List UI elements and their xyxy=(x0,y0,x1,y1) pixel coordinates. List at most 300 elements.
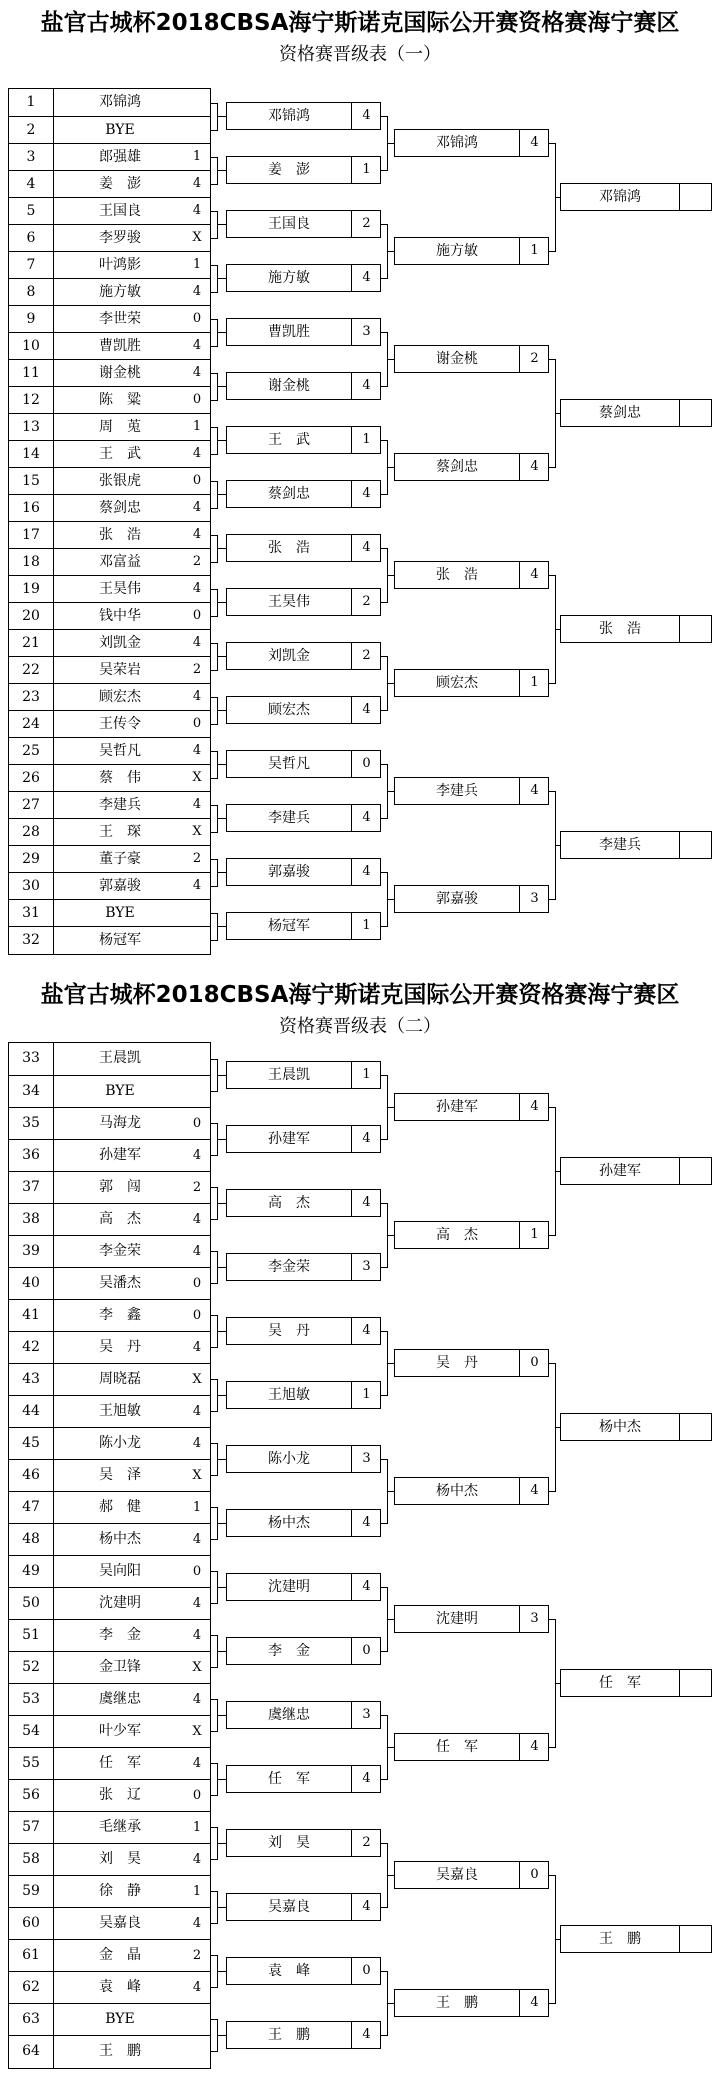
bracket-line xyxy=(387,791,394,792)
table-row xyxy=(9,332,210,359)
player-score: 4 xyxy=(192,527,202,542)
player-name: 张 辽 xyxy=(99,1787,141,1803)
round2-match xyxy=(226,372,381,400)
seed-number: 49 xyxy=(22,1563,40,1579)
match-player-name: 王昊伟 xyxy=(268,594,310,610)
bracket-line xyxy=(217,1203,226,1204)
bracket-line xyxy=(217,170,226,171)
table-row xyxy=(9,899,210,926)
round3-match xyxy=(394,1605,549,1633)
match-player-name: 任 军 xyxy=(268,1771,310,1787)
table-row xyxy=(9,548,210,575)
player-name: 孙建军 xyxy=(99,1147,141,1163)
round2-match xyxy=(226,1701,381,1729)
bracket-line xyxy=(387,1875,394,1876)
round1-table xyxy=(8,1042,211,2069)
player-name: 周晓磊 xyxy=(99,1371,141,1387)
player-score: 4 xyxy=(192,1436,202,1451)
round2-match xyxy=(226,1125,381,1153)
seed-number: 33 xyxy=(22,1050,40,1066)
match-player-name: 袁 峰 xyxy=(268,1963,310,1979)
round2-match xyxy=(226,534,381,562)
table-row xyxy=(9,197,210,224)
player-name: 吴荣岩 xyxy=(99,662,141,678)
bracket-line xyxy=(217,1139,226,1140)
bracket-line xyxy=(217,1075,226,1076)
player-name: 张银虎 xyxy=(99,473,141,489)
match-score: 4 xyxy=(519,1094,549,1120)
player-score: 2 xyxy=(192,1948,202,1963)
player-score: X xyxy=(192,770,202,785)
player-name: 邓富益 xyxy=(99,554,141,570)
seed-number: 53 xyxy=(22,1691,40,1707)
round2-match xyxy=(226,1957,381,1985)
table-row xyxy=(9,413,210,440)
round2-match xyxy=(226,1765,381,1793)
bracket-line xyxy=(387,359,394,360)
seed-number: 10 xyxy=(22,338,40,354)
round3-match xyxy=(394,237,549,265)
round2-match xyxy=(226,858,381,886)
player-score: 4 xyxy=(192,1916,202,1931)
match-player-name: 王晨凯 xyxy=(268,1067,310,1083)
player-score: 4 xyxy=(192,446,202,461)
qualifier-slot xyxy=(560,1157,712,1185)
round2-match xyxy=(226,1829,381,1857)
match-score xyxy=(679,616,712,642)
table-row xyxy=(9,1171,210,1203)
player-name: 蔡 伟 xyxy=(99,770,141,786)
table-row xyxy=(9,764,210,791)
player-name: 高 杰 xyxy=(99,1211,141,1227)
table-row xyxy=(9,2003,210,2035)
seed-number: 3 xyxy=(26,149,36,165)
player-name: 施方敏 xyxy=(99,284,141,300)
player-score: 4 xyxy=(192,635,202,650)
table-row xyxy=(9,818,210,845)
table-row xyxy=(9,1139,210,1171)
match-player-name: 高 杰 xyxy=(268,1195,310,1211)
seed-number: 30 xyxy=(22,878,40,894)
page-title: 盐官古城杯2018CBSA海宁斯诺克国际公开赛资格赛海宁赛区 xyxy=(40,10,680,36)
bracket-line xyxy=(217,1971,226,1972)
match-score: 4 xyxy=(519,778,549,804)
player-name: 谢金桃 xyxy=(99,365,141,381)
seed-number: 40 xyxy=(22,1275,40,1291)
round2-match xyxy=(226,696,381,724)
player-score: 1 xyxy=(192,419,202,434)
player-name: 虞继忠 xyxy=(99,1691,141,1707)
player-score: 0 xyxy=(192,1308,202,1323)
match-player-name: 孙建军 xyxy=(599,1163,641,1179)
seed-number: 42 xyxy=(22,1339,40,1355)
player-score: 4 xyxy=(192,1628,202,1643)
table-row xyxy=(9,170,210,197)
player-score: 4 xyxy=(192,581,202,596)
seed-number: 59 xyxy=(22,1883,40,1899)
match-player-name: 虞继忠 xyxy=(268,1707,310,1723)
player-name: 叶鸿影 xyxy=(99,257,141,273)
match-score: 4 xyxy=(519,562,549,588)
seed-number: 39 xyxy=(22,1243,40,1259)
bracket-line xyxy=(387,1491,394,1492)
round2-match xyxy=(226,750,381,778)
player-score: 0 xyxy=(192,1788,202,1803)
bracket-line xyxy=(217,1907,226,1908)
bracket-line xyxy=(217,224,226,225)
player-name: 李世荣 xyxy=(99,311,141,327)
seed-number: 31 xyxy=(22,905,40,921)
table-row xyxy=(9,1875,210,1907)
player-score: X xyxy=(192,1660,202,1675)
bracket-line xyxy=(217,764,226,765)
seed-number: 7 xyxy=(26,257,36,273)
match-score xyxy=(679,400,712,426)
round3-match xyxy=(394,1733,549,1761)
table-row xyxy=(9,1203,210,1235)
table-row xyxy=(9,1683,210,1715)
seed-number: 57 xyxy=(22,1819,40,1835)
bracket-line xyxy=(217,494,226,495)
round2-match xyxy=(226,1189,381,1217)
player-score: 4 xyxy=(192,176,202,191)
match-player-name: 邓锦鸿 xyxy=(268,108,310,124)
bracket-line xyxy=(387,1363,394,1364)
table-row xyxy=(9,1555,210,1587)
seed-number: 2 xyxy=(26,122,36,138)
match-score: 1 xyxy=(351,913,381,939)
player-score: 4 xyxy=(192,203,202,218)
match-player-name: 张 浩 xyxy=(436,567,478,583)
match-player-name: 吴 丹 xyxy=(268,1323,310,1339)
match-score: 4 xyxy=(351,697,381,723)
player-name: 李金荣 xyxy=(99,1243,141,1259)
table-row xyxy=(9,1939,210,1971)
round2-match xyxy=(226,1637,381,1665)
match-player-name: 王旭敏 xyxy=(268,1387,310,1403)
round2-match xyxy=(226,1061,381,1089)
seed-number: 18 xyxy=(22,554,40,570)
table-row xyxy=(9,1043,210,1075)
player-name: 邓锦鸿 xyxy=(99,94,141,110)
table-row xyxy=(9,1587,210,1619)
seed-number: 36 xyxy=(22,1147,40,1163)
player-score: 0 xyxy=(192,1276,202,1291)
match-score: 4 xyxy=(351,859,381,885)
round2-match xyxy=(226,156,381,184)
seed-number: 22 xyxy=(22,662,40,678)
player-name: 郎强雄 xyxy=(99,149,141,165)
player-name: 曹凯胜 xyxy=(99,338,141,354)
bracket-line xyxy=(217,1715,226,1716)
round2-match xyxy=(226,102,381,130)
table-row xyxy=(9,2035,210,2067)
table-row xyxy=(9,1107,210,1139)
player-score: 1 xyxy=(192,1500,202,1515)
bracket-line xyxy=(217,1523,226,1524)
seed-number: 41 xyxy=(22,1307,40,1323)
bracket-line xyxy=(217,440,226,441)
table-row xyxy=(9,251,210,278)
round1-table xyxy=(8,88,211,955)
seed-number: 1 xyxy=(26,94,36,110)
qualifier-slot xyxy=(560,1925,712,1953)
player-name: 王国良 xyxy=(99,203,141,219)
match-score: 1 xyxy=(351,1062,381,1088)
round2-match xyxy=(226,1893,381,1921)
player-name: 王 武 xyxy=(99,446,141,462)
round3-match xyxy=(394,885,549,913)
player-score: 0 xyxy=(192,1116,202,1131)
match-score: 4 xyxy=(351,1766,381,1792)
match-score: 1 xyxy=(351,157,381,183)
seed-number: 27 xyxy=(22,797,40,813)
player-name: 袁 峰 xyxy=(99,1979,141,1995)
match-player-name: 李金荣 xyxy=(268,1259,310,1275)
player-score: 4 xyxy=(192,1980,202,1995)
table-row xyxy=(9,872,210,899)
match-score: 3 xyxy=(519,1606,549,1632)
seed-number: 63 xyxy=(22,2011,40,2027)
match-player-name: 刘 昊 xyxy=(268,1835,310,1851)
match-player-name: 王 鹏 xyxy=(599,1931,641,1947)
player-name: 马海龙 xyxy=(99,1115,141,1131)
seed-number: 13 xyxy=(22,419,40,435)
bracket-line xyxy=(217,2035,226,2036)
round2-match xyxy=(226,480,381,508)
seed-number: 4 xyxy=(26,176,36,192)
round3-match xyxy=(394,1221,549,1249)
match-score: 0 xyxy=(519,1862,549,1888)
match-player-name: 王 鹏 xyxy=(436,1995,478,2011)
player-score: 4 xyxy=(192,1340,202,1355)
seed-number: 9 xyxy=(26,311,36,327)
match-player-name: 曹凯胜 xyxy=(268,324,310,340)
seed-number: 24 xyxy=(22,716,40,732)
match-score: 0 xyxy=(351,1958,381,1984)
seed-number: 50 xyxy=(22,1595,40,1611)
player-score: 2 xyxy=(192,662,202,677)
bracket-line xyxy=(387,683,394,684)
page-title: 盐官古城杯2018CBSA海宁斯诺克国际公开赛资格赛海宁赛区 xyxy=(40,982,680,1008)
player-score: 4 xyxy=(192,1756,202,1771)
bracket-line xyxy=(217,1587,226,1588)
bracket-line xyxy=(217,926,226,927)
table-row xyxy=(9,494,210,521)
player-score: 4 xyxy=(192,500,202,515)
player-name: BYE xyxy=(105,2011,135,2027)
player-score: 4 xyxy=(192,1148,202,1163)
round2-match xyxy=(226,1253,381,1281)
match-player-name: 孙建军 xyxy=(268,1131,310,1147)
round2-match xyxy=(226,1317,381,1345)
table-row xyxy=(9,1235,210,1267)
player-name: 徐 静 xyxy=(99,1883,141,1899)
round3-match xyxy=(394,561,549,589)
seed-number: 58 xyxy=(22,1851,40,1867)
player-name: 王传令 xyxy=(99,716,141,732)
seed-number: 14 xyxy=(22,446,40,462)
player-score: 4 xyxy=(192,1596,202,1611)
seed-number: 54 xyxy=(22,1723,40,1739)
match-player-name: 张 浩 xyxy=(599,621,641,637)
match-score: 3 xyxy=(351,319,381,345)
player-name: 王 琛 xyxy=(99,824,141,840)
table-row xyxy=(9,1427,210,1459)
table-row xyxy=(9,629,210,656)
table-row xyxy=(9,143,210,170)
player-score: 4 xyxy=(192,1852,202,1867)
player-name: 郝 健 xyxy=(99,1499,141,1515)
seed-number: 12 xyxy=(22,392,40,408)
round2-match xyxy=(226,1381,381,1409)
player-score: 4 xyxy=(192,1212,202,1227)
seed-number: 55 xyxy=(22,1755,40,1771)
seed-number: 26 xyxy=(22,770,40,786)
player-score: 1 xyxy=(192,1884,202,1899)
match-score: 0 xyxy=(519,1350,549,1376)
player-name: 吴 泽 xyxy=(99,1467,141,1483)
match-player-name: 郭嘉骏 xyxy=(268,864,310,880)
table-row xyxy=(9,1843,210,1875)
match-score: 4 xyxy=(351,1318,381,1344)
seed-number: 28 xyxy=(22,824,40,840)
match-player-name: 谢金桃 xyxy=(436,351,478,367)
bracket-line xyxy=(217,1395,226,1396)
round2-match xyxy=(226,1573,381,1601)
player-score: X xyxy=(192,1724,202,1739)
round3-match xyxy=(394,669,549,697)
seed-number: 19 xyxy=(22,581,40,597)
seed-number: 62 xyxy=(22,1979,40,1995)
player-name: BYE xyxy=(105,905,135,921)
match-score xyxy=(679,832,712,858)
player-name: BYE xyxy=(105,122,135,138)
seed-number: 5 xyxy=(26,203,36,219)
player-name: 刘 昊 xyxy=(99,1851,141,1867)
table-row xyxy=(9,224,210,251)
table-row xyxy=(9,926,210,953)
player-score: 4 xyxy=(192,797,202,812)
match-score: 2 xyxy=(519,346,549,372)
player-score: 4 xyxy=(192,284,202,299)
seed-number: 25 xyxy=(22,743,40,759)
table-row xyxy=(9,1363,210,1395)
table-row xyxy=(9,845,210,872)
match-player-name: 邓锦鸿 xyxy=(436,135,478,151)
match-score: 1 xyxy=(519,238,549,264)
player-name: 郭 闯 xyxy=(99,1179,141,1195)
player-name: 李 鑫 xyxy=(99,1307,141,1323)
match-player-name: 蔡剑忠 xyxy=(599,405,641,421)
player-score: 4 xyxy=(192,1404,202,1419)
table-row xyxy=(9,1331,210,1363)
table-row xyxy=(9,1299,210,1331)
match-player-name: 杨中杰 xyxy=(268,1515,310,1531)
match-score: 4 xyxy=(351,481,381,507)
match-player-name: 李建兵 xyxy=(436,783,478,799)
seed-number: 34 xyxy=(22,1083,40,1099)
bracket-line xyxy=(217,656,226,657)
match-score xyxy=(679,184,712,210)
round2-match xyxy=(226,912,381,940)
bracket-line xyxy=(217,278,226,279)
match-score xyxy=(679,1158,712,1184)
round3-match xyxy=(394,1477,549,1505)
bracket-line xyxy=(217,1267,226,1268)
match-score: 1 xyxy=(519,670,549,696)
round2-match xyxy=(226,804,381,832)
round3-match xyxy=(394,1349,549,1377)
qualifier-slot xyxy=(560,831,712,859)
round3-match xyxy=(394,453,549,481)
match-player-name: 吴 丹 xyxy=(436,1355,478,1371)
seed-number: 38 xyxy=(22,1211,40,1227)
player-name: 顾宏杰 xyxy=(99,689,141,705)
match-player-name: 李 金 xyxy=(268,1643,310,1659)
table-row xyxy=(9,683,210,710)
player-name: 张 浩 xyxy=(99,527,141,543)
round2-match xyxy=(226,264,381,292)
seed-number: 6 xyxy=(26,230,36,246)
table-row xyxy=(9,1811,210,1843)
round3-match xyxy=(394,1093,549,1121)
qualifier-slot xyxy=(560,183,712,211)
match-score: 4 xyxy=(351,805,381,831)
match-score: 2 xyxy=(351,1830,381,1856)
match-score: 4 xyxy=(351,1510,381,1536)
player-score: 0 xyxy=(192,1564,202,1579)
bracket-line xyxy=(387,899,394,900)
seed-number: 44 xyxy=(22,1403,40,1419)
match-player-name: 杨中杰 xyxy=(599,1419,641,1435)
match-score: 3 xyxy=(351,1446,381,1472)
bracket-line xyxy=(387,251,394,252)
match-player-name: 郭嘉骏 xyxy=(436,891,478,907)
match-score: 4 xyxy=(351,265,381,291)
round2-match xyxy=(226,2021,381,2049)
match-score: 4 xyxy=(519,1734,549,1760)
player-score: 0 xyxy=(192,716,202,731)
table-row xyxy=(9,278,210,305)
player-score: 4 xyxy=(192,1692,202,1707)
match-score: 4 xyxy=(351,2022,381,2048)
bracket-line xyxy=(387,1107,394,1108)
table-row xyxy=(9,1267,210,1299)
table-row xyxy=(9,1523,210,1555)
match-score: 4 xyxy=(519,454,549,480)
bracket-line xyxy=(217,548,226,549)
match-score: 1 xyxy=(351,1382,381,1408)
seed-number: 52 xyxy=(22,1659,40,1675)
match-player-name: 杨中杰 xyxy=(436,1483,478,1499)
table-row xyxy=(9,1651,210,1683)
seed-number: 16 xyxy=(22,500,40,516)
bracket-line xyxy=(217,1779,226,1780)
player-name: 王旭敏 xyxy=(99,1403,141,1419)
seed-number: 37 xyxy=(22,1179,40,1195)
seed-number: 21 xyxy=(22,635,40,651)
seed-number: 23 xyxy=(22,689,40,705)
seed-number: 61 xyxy=(22,1947,40,1963)
table-row xyxy=(9,440,210,467)
match-player-name: 王国良 xyxy=(268,216,310,232)
player-name: 毛继承 xyxy=(99,1819,141,1835)
player-name: 蔡剑忠 xyxy=(99,500,141,516)
match-player-name: 吴哲凡 xyxy=(268,756,310,772)
bracket-line xyxy=(217,116,226,117)
seed-number: 32 xyxy=(22,932,40,948)
